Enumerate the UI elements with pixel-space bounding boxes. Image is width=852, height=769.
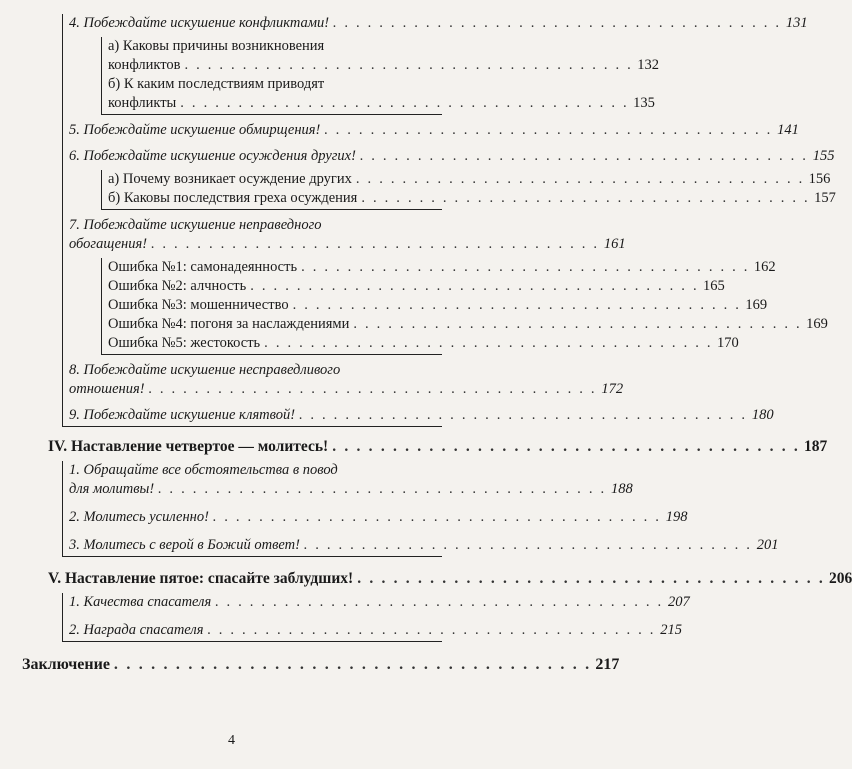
page-number: 4 bbox=[228, 733, 235, 748]
section-4-box bbox=[62, 461, 779, 557]
toc-entry[interactable] bbox=[69, 406, 774, 425]
toc-entry[interactable] bbox=[69, 536, 779, 555]
toc-entry-title: Ошибка №3: мошенничество bbox=[108, 297, 289, 313]
dot-leader: . . . . . . . . . . . . . . . . . . . . . . . . . . . . . . . . . . . . . . . bbox=[357, 570, 825, 587]
toc-entry[interactable] bbox=[69, 621, 682, 640]
toc-entry[interactable] bbox=[69, 361, 624, 399]
toc-entry-title: Ошибка №4: погоня за наслаждениями bbox=[108, 316, 350, 332]
toc-entry[interactable] bbox=[108, 37, 659, 75]
toc-entry[interactable] bbox=[108, 315, 828, 334]
toc-entry[interactable] bbox=[69, 147, 835, 166]
toc-entry[interactable] bbox=[69, 14, 808, 33]
dot-leader: . . . . . . . . . . . . . . . . . . . . . . . . . . . . . . . . . . . . . . . bbox=[250, 278, 699, 294]
toc-entry[interactable] bbox=[108, 75, 655, 113]
toc-entry-title-line1: 1. Обращайте все обстоятельства в повод bbox=[69, 462, 338, 478]
toc-entry-title: конфликты bbox=[108, 95, 177, 111]
toc-entry[interactable] bbox=[108, 189, 836, 208]
toc-entry[interactable] bbox=[108, 277, 725, 296]
toc-entry-title: отношения! bbox=[69, 381, 145, 397]
toc-entry[interactable] bbox=[69, 508, 688, 527]
toc-page-number: 141 bbox=[777, 122, 799, 138]
toc-entry-title: 2. Награда спасателя bbox=[69, 622, 204, 638]
dot-leader: . . . . . . . . . . . . . . . . . . . . . . . . . . . . . . . . . . . . . . . bbox=[212, 509, 662, 525]
toc-page-number: 165 bbox=[703, 278, 725, 294]
toc-entry[interactable] bbox=[69, 121, 799, 140]
dot-leader: . . . . . . . . . . . . . . . . . . . . . . . . . . . . . . . . . . . . . . . bbox=[151, 236, 600, 252]
dot-leader: . . . . . . . . . . . . . . . . . . . . . . . . . . . . . . . . . . . . . . . bbox=[215, 594, 664, 610]
toc-page-number: 215 bbox=[660, 622, 682, 638]
toc-page-number: 155 bbox=[812, 148, 835, 164]
toc-entry-title: 3. Молитесь с верой в Божий ответ! bbox=[69, 537, 300, 553]
toc-page-number: 207 bbox=[667, 594, 690, 610]
dot-leader: . . . . . . . . . . . . . . . . . . . . . . . . . . . . . . . . . . . . . . . bbox=[324, 122, 773, 138]
table-of-contents bbox=[22, 14, 852, 676]
toc-entry-title: Ошибка №1: самонадеянность bbox=[108, 259, 298, 275]
dot-leader: . . . . . . . . . . . . . . . . . . . . . . . . . . . . . . . . . . . . . . . bbox=[355, 171, 805, 187]
dot-leader: . . . . . . . . . . . . . . . . . . . . . . . . . . . . . . . . . . . . . . . bbox=[361, 190, 810, 206]
toc-page-number: 156 bbox=[808, 171, 831, 187]
sub-box-4 bbox=[101, 37, 659, 115]
section-5 bbox=[48, 568, 852, 642]
toc-page-number: 198 bbox=[665, 509, 688, 525]
toc-entry[interactable] bbox=[108, 296, 768, 315]
toc-entry-title: IV. Наставление четвертое — молитесь! bbox=[48, 438, 329, 455]
toc-entry-title: 6. Побеждайте искушение осуждения других! bbox=[69, 148, 356, 164]
section-4 bbox=[48, 436, 828, 557]
dot-leader: . . . . . . . . . . . . . . . . . . . . . . . . . . . . . . . . . . . . . . . bbox=[332, 438, 800, 455]
toc-page-number: 180 bbox=[751, 407, 774, 423]
toc-entry-title: 9. Побеждайте искушение клятвой! bbox=[69, 407, 296, 423]
toc-entry[interactable] bbox=[69, 216, 626, 254]
toc-page-number: 170 bbox=[716, 335, 739, 351]
toc-entry-title-line1: 8. Побеждайте искушение несправедливого bbox=[69, 362, 341, 378]
conclusion-section bbox=[22, 654, 620, 676]
dot-leader: . . . . . . . . . . . . . . . . . . . . . . . . . . . . . . . . . . . . . . . bbox=[158, 481, 607, 497]
toc-entry[interactable] bbox=[108, 334, 739, 353]
toc-entry-title: а) Почему возникает осуждение других bbox=[108, 171, 352, 187]
dot-leader: . . . . . . . . . . . . . . . . . . . . . . . . . . . . . . . . . . . . . . . bbox=[184, 57, 633, 73]
toc-entry-title: 4. Побеждайте искушение конфликтами! bbox=[69, 15, 330, 31]
toc-entry-title: V. Наставление пятое: спасайте заблудших! bbox=[48, 570, 354, 587]
toc-entry-title: обогащения! bbox=[69, 236, 148, 252]
toc-entry[interactable] bbox=[108, 170, 831, 189]
toc-entry-title: 1. Качества спасателя bbox=[69, 594, 212, 610]
toc-page-number: 206 bbox=[828, 570, 852, 587]
dot-leader: . . . . . . . . . . . . . . . . . . . . . . . . . . . . . . . . . . . . . . . bbox=[303, 537, 753, 553]
toc-entry-title: Заключение bbox=[22, 656, 110, 673]
dot-leader: . . . . . . . . . . . . . . . . . . . . . . . . . . . . . . . . . . . . . . . bbox=[207, 622, 656, 638]
toc-page-number: 132 bbox=[637, 57, 659, 73]
dot-leader: . . . . . . . . . . . . . . . . . . . . . . . . . . . . . . . . . . . . . . . bbox=[333, 15, 782, 31]
toc-page-number: 169 bbox=[745, 297, 768, 313]
toc-entry-title: 2. Молитесь усиленно! bbox=[69, 509, 209, 525]
toc-entry[interactable] bbox=[69, 461, 633, 499]
dot-leader: . . . . . . . . . . . . . . . . . . . . . . . . . . . . . . . . . . . . . . . bbox=[359, 148, 809, 164]
toc-entry-title: Ошибка №5: жестокость bbox=[108, 335, 261, 351]
toc-page-number: 162 bbox=[753, 259, 776, 275]
toc-page-number: 131 bbox=[785, 15, 808, 31]
toc-entry-title-line1: 7. Побеждайте искушение неправедного bbox=[69, 217, 322, 233]
toc-entry[interactable] bbox=[69, 593, 690, 612]
toc-page-number: 135 bbox=[633, 95, 655, 111]
toc-entry-title: для молитвы! bbox=[69, 481, 155, 497]
toc-entry-title: Ошибка №2: алчность bbox=[108, 278, 247, 294]
toc-page-number: 201 bbox=[756, 537, 779, 553]
toc-entry-title-line1: а) Каковы причины возникновения bbox=[108, 38, 325, 54]
toc-entry[interactable] bbox=[22, 654, 620, 676]
toc-page-number: 157 bbox=[814, 190, 836, 206]
toc-entry[interactable] bbox=[48, 436, 828, 457]
toc-page-number: 217 bbox=[595, 656, 620, 673]
toc-entry[interactable] bbox=[108, 258, 776, 277]
toc-entry-title: конфликтов bbox=[108, 57, 181, 73]
dot-leader: . . . . . . . . . . . . . . . . . . . . . . . . . . . . . . . . . . . . . . . bbox=[292, 297, 742, 313]
toc-entry[interactable] bbox=[48, 568, 852, 589]
toc-page-number: 169 bbox=[806, 316, 828, 332]
toc-page-number: 172 bbox=[601, 381, 624, 397]
toc-page-number: 161 bbox=[603, 236, 626, 252]
dot-leader: . . . . . . . . . . . . . . . . . . . . . . . . . . . . . . . . . . . . . . . bbox=[264, 335, 713, 351]
section-3-box bbox=[62, 14, 836, 427]
dot-leader: . . . . . . . . . . . . . . . . . . . . . . . . . . . . . . . . . . . . . . . bbox=[301, 259, 750, 275]
toc-page-number: 187 bbox=[804, 438, 828, 455]
dot-leader: . . . . . . . . . . . . . . . . . . . . . . . . . . . . . . . . . . . . . . . bbox=[148, 381, 598, 397]
section-5-box bbox=[62, 593, 690, 642]
dot-leader: . . . . . . . . . . . . . . . . . . . . . . . . . . . . . . . . . . . . . . . bbox=[353, 316, 802, 332]
sub-box-7 bbox=[101, 258, 828, 355]
toc-entry-title-line1: б) К каким последствиям приводят bbox=[108, 76, 325, 92]
dot-leader: . . . . . . . . . . . . . . . . . . . . . . . . . . . . . . . . . . . . . . . bbox=[180, 95, 629, 111]
toc-entry-title: 5. Побеждайте искушение обмирщения! bbox=[69, 122, 321, 138]
toc-entry-title: б) Каковы последствия греха осуждения bbox=[108, 190, 358, 206]
toc-page-number: 188 bbox=[610, 481, 633, 497]
dot-leader: . . . . . . . . . . . . . . . . . . . . . . . . . . . . . . . . . . . . . . . bbox=[113, 656, 592, 673]
sub-box-6 bbox=[101, 170, 836, 210]
dot-leader: . . . . . . . . . . . . . . . . . . . . . . . . . . . . . . . . . . . . . . . bbox=[299, 407, 748, 423]
